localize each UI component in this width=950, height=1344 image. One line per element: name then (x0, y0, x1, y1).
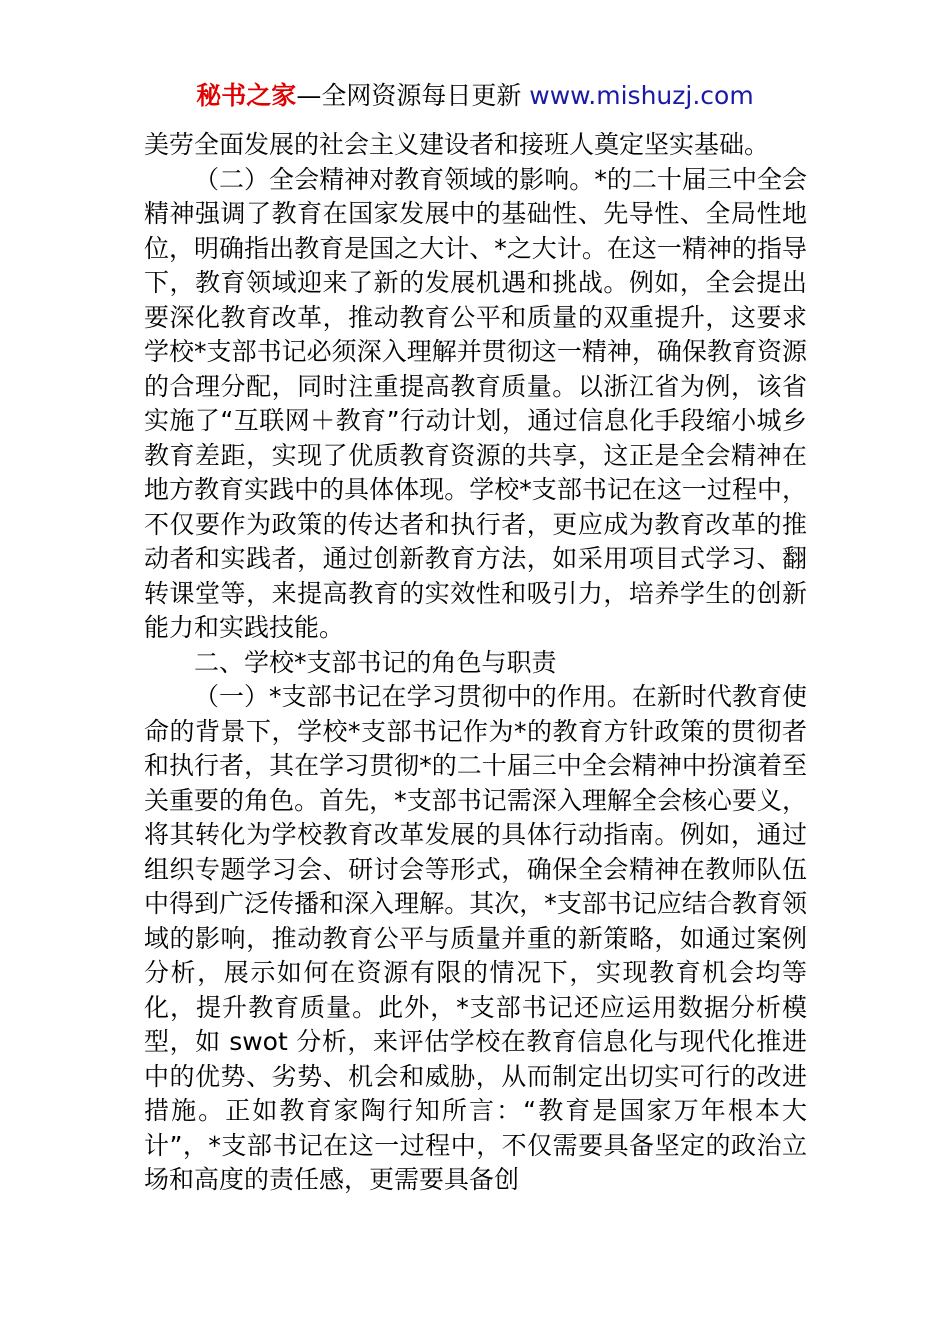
site-url-link[interactable]: www.mishuzj.com (529, 81, 754, 110)
section-heading-2: 二、学校*支部书记的角色与职责 (194, 647, 557, 677)
paragraph-continuation: 美劳全面发展的社会主义建设者和接班人奠定坚实基础。 (144, 130, 770, 159)
header-tagline: —全网资源每日更新 (296, 81, 530, 110)
paragraph-section-2-1: （一）*支部书记在学习贯彻中的作用。在新时代教育使命的背景下，学校*支部书记作为*的教育方针政策的贯彻者和执行者，其在学习贯彻*的二十届三中全会精神中扮演着至关重要的角色。首先，*支部书记需深入理解全会核心要义，将其转化为学校教育改革发展的具体行动指南。例如，通过组织专题学习会、研讨会等形式，确保全会精神在教师队伍中得到广泛传播和深入理解。其次，*支部书记应结合教育领域的影响，推动教育公平与质量并重的新策略，如通过案例分析，展示如何在资源有限的情况下，实现教育机会均等化，提升教育质量。此外，*支部书记还应运用数据分析模型，如 swot 分析，来评估学校在教育信息化与现代化推进中的优势、劣势、机会和威胁，从而制定出切实可行的改进措施。正如教育家陶行知所言：“教育是国家万年根本大计”，*支部书记在这一过程中，不仅需要具备坚定的政治立场和高度的责任感，更需要具备创 (144, 682, 807, 1194)
document-body (144, 128, 807, 1198)
paragraph-section-1-2: （二）全会精神对教育领域的影响。*的二十届三中全会精神强调了教育在国家发展中的基础性、先导性、全局性地位，明确指出教育是国之大计、*之大计。在这一精神的指导下，教育领域迎来了新的发展机遇和挑战。例如，全会提出要深化教育改革，推动教育公平和质量的双重提升，这要求学校*支部书记必须深入理解并贯彻这一精神，确保教育资源的合理分配，同时注重提高教育质量。以浙江省为例，该省实施了“互联网＋教育”行动计划，通过信息化手段缩小城乡教育差距，实现了优质教育资源的共享，这正是全会精神在地方教育实践中的具体体现。学校*支部书记在这一过程中，不仅要作为政策的传达者和执行者，更应成为教育改革的推动者和实践者，通过创新教育方法，如采用项目式学习、翻转课堂等，来提高教育的实效性和吸引力，培养学生的创新能力和实践技能。 (144, 164, 807, 642)
brand-name: 秘书之家 (196, 81, 297, 110)
page-header (0, 78, 950, 114)
